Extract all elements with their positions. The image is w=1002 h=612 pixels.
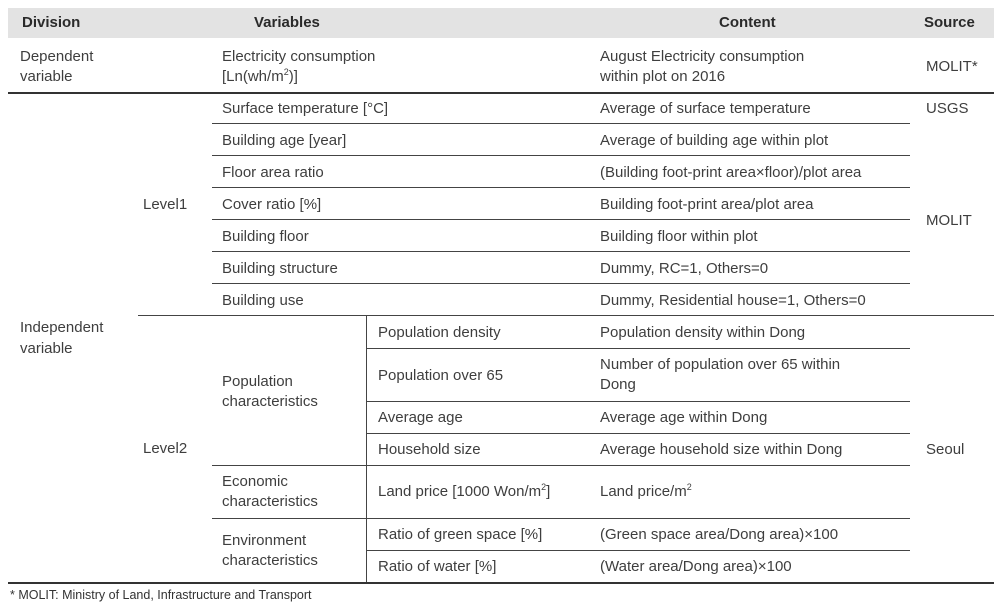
- row-divider: [212, 465, 910, 466]
- environment-content: (Green space area/Dong area)×100: [600, 526, 839, 543]
- population-variable: Household size: [378, 441, 481, 458]
- row-divider: [212, 155, 910, 156]
- divider-dependent: [8, 92, 994, 94]
- footnote: * MOLIT: Ministry of Land, Infrastructure and Transport: [10, 588, 312, 602]
- table-header: [8, 8, 994, 38]
- table-bottom-border: [8, 582, 994, 584]
- level1-variable: Surface temperature [°C]: [222, 100, 389, 117]
- level1-variable: Building floor: [222, 228, 309, 245]
- source-molit: MOLIT: [926, 212, 972, 229]
- level1-content: Dummy, Residential house=1, Others=0: [600, 292, 866, 309]
- header-source: Source: [924, 14, 975, 31]
- environment-variable: Ratio of green space [%]: [378, 526, 543, 543]
- level2-label: Level2: [143, 440, 188, 457]
- row-divider: [212, 283, 910, 284]
- population-content: Average age within Dong: [600, 409, 768, 426]
- level1-label: Level1: [143, 196, 188, 213]
- level1-content: Dummy, RC=1, Others=0: [600, 260, 769, 277]
- environment-variable: Ratio of water [%]: [378, 558, 497, 575]
- column-divider: [366, 316, 367, 582]
- level1-variable: Cover ratio [%]: [222, 196, 322, 213]
- population-variable: Population density: [378, 324, 501, 341]
- population-content: Average household size within Dong: [600, 441, 843, 458]
- row-divider: [212, 518, 910, 519]
- level1-content: (Building foot-print area×floor)/plot area: [600, 164, 862, 181]
- level1-variable: Building structure: [222, 260, 338, 277]
- level1-variable: Building use: [222, 292, 304, 309]
- header-content: Content: [719, 14, 776, 31]
- level1-variable: Building age [year]: [222, 132, 347, 149]
- population-category-line2: characteristics: [222, 393, 318, 410]
- level1-variable: Floor area ratio: [222, 164, 324, 181]
- population-category-line1: Population: [222, 373, 293, 390]
- row-divider: [212, 251, 910, 252]
- level-divider: [138, 315, 994, 316]
- dependent-division-line2: variable: [20, 68, 73, 85]
- source-usgs: USGS: [926, 100, 969, 117]
- dependent-content-line1: August Electricity consumption: [600, 48, 805, 65]
- independent-division-line2: variable: [20, 340, 73, 357]
- economic-category-line2: characteristics: [222, 493, 318, 510]
- level1-content: Building foot-print area/plot area: [600, 196, 814, 213]
- economic-category-line1: Economic: [222, 473, 288, 490]
- economic-variable: Land price [1000 Won/$m^2$]: [378, 482, 551, 500]
- row-divider: [212, 187, 910, 188]
- row-divider: [366, 550, 910, 551]
- population-variable: Average age: [378, 409, 463, 426]
- environment-category-line2: characteristics: [222, 552, 318, 569]
- population-variable: Population over 65: [378, 367, 504, 384]
- dependent-source: MOLIT*: [926, 58, 978, 75]
- economic-content: Land price/$m^2$: [600, 482, 692, 500]
- source-seoul: Seoul: [926, 441, 965, 458]
- header-division: Division: [22, 14, 81, 31]
- dependent-division-line1: Dependent: [20, 48, 94, 65]
- level1-content: Building floor within plot: [600, 228, 758, 245]
- dependent-variable-line1: Electricity consumption: [222, 48, 376, 65]
- level1-content: Average of building age within plot: [600, 132, 829, 149]
- level1-content: Average of surface temperature: [600, 100, 811, 117]
- row-divider: [212, 219, 910, 220]
- population-content-line1: Number of population over 65 within: [600, 356, 841, 373]
- row-divider: [212, 123, 910, 124]
- dependent-content-line2: within plot on 2016: [600, 68, 726, 85]
- row-divider: [366, 433, 910, 434]
- independent-division-line1: Independent: [20, 319, 104, 336]
- row-divider: [366, 348, 910, 349]
- row-divider: [366, 401, 910, 402]
- population-content-line2: Dong: [600, 376, 636, 393]
- environment-content: (Water area/Dong area)×100: [600, 558, 792, 575]
- environment-category-line1: Environment: [222, 532, 307, 549]
- population-content: Population density within Dong: [600, 324, 806, 341]
- header-variables: Variables: [254, 14, 320, 31]
- dependent-variable-line2: $[Ln(wh/m^2)]$: [222, 67, 298, 85]
